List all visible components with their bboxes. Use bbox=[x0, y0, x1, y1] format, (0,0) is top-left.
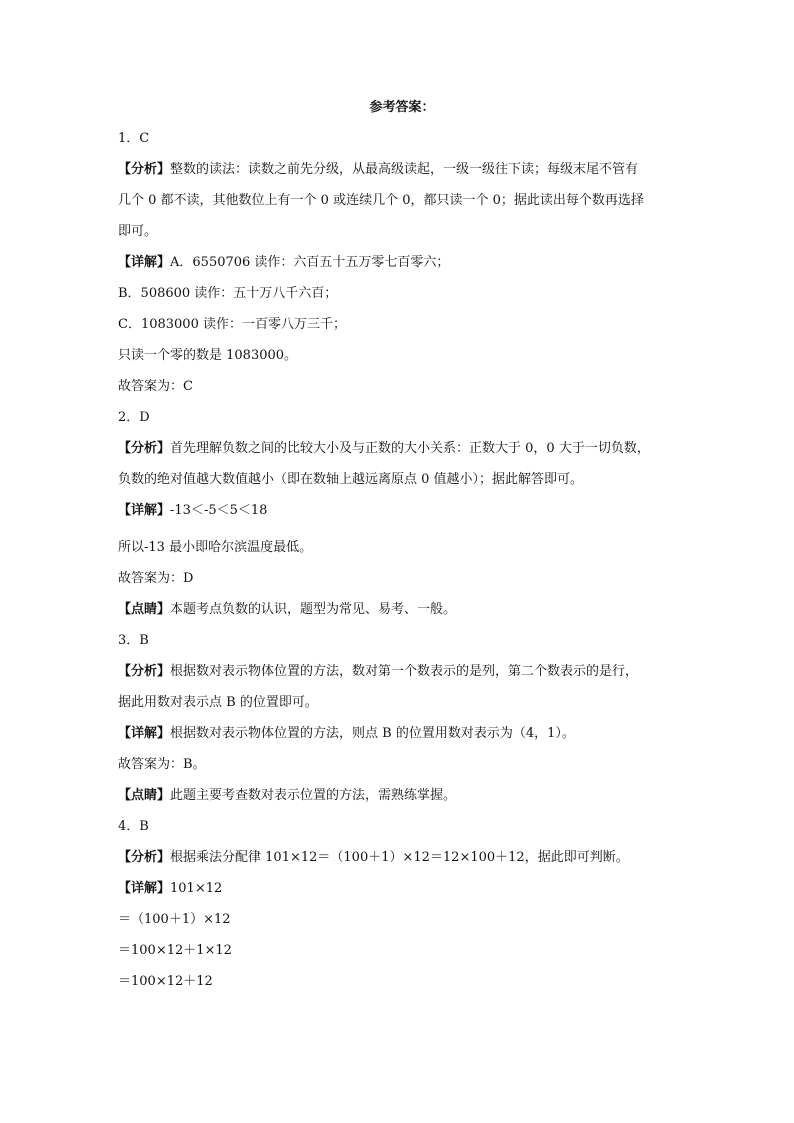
section-tag: 【详解】 bbox=[118, 726, 171, 741]
answer-lines bbox=[118, 123, 686, 997]
answer-line bbox=[118, 563, 686, 594]
answer-line bbox=[118, 687, 686, 718]
answer-line bbox=[118, 935, 686, 966]
line-text: A．6550706 读作：六百五十五万零七百零六； bbox=[170, 255, 450, 270]
section-tag: 【分析】 bbox=[118, 441, 171, 456]
line-text: 整数的读法：读数之前先分级，从最高级读起，一级一级往下读；每级末尾不管有 bbox=[170, 162, 639, 177]
line-text: 只读一个零的数是 1083000。 bbox=[118, 348, 298, 363]
section-tag: 【详解】 bbox=[118, 881, 171, 896]
line-text: 首先理解负数之间的比较大小及与正数的大小关系：正数大于 0，0 大于一切负数， bbox=[170, 441, 650, 456]
answer-line bbox=[118, 873, 686, 904]
section-tag: 【点睛】 bbox=[118, 788, 171, 803]
line-text: 根据数对表示物体位置的方法，则点 B 的位置用数对表示为（4，1）。 bbox=[170, 726, 575, 741]
line-text: 负数的绝对值越大数值越小（即在数轴上越远离原点 0 值越小）；据此解答即可。 bbox=[118, 472, 584, 487]
answer-line bbox=[118, 718, 686, 749]
answer-line bbox=[118, 309, 686, 340]
answer-line bbox=[118, 185, 686, 216]
answer-line bbox=[118, 371, 686, 402]
line-text: 2．D bbox=[118, 410, 150, 425]
section-tag: 【点睛】 bbox=[118, 602, 171, 617]
answer-line bbox=[118, 780, 686, 811]
answer-line bbox=[118, 495, 686, 526]
line-text: -13＜-5＜5＜18 bbox=[170, 503, 268, 518]
answer-line bbox=[118, 811, 686, 842]
answer-line bbox=[118, 216, 686, 247]
answer-line bbox=[118, 842, 686, 873]
line-text: 101×12 bbox=[170, 881, 223, 896]
answer-line bbox=[118, 154, 686, 185]
answer-line bbox=[118, 656, 686, 687]
section-tag: 【详解】 bbox=[118, 255, 171, 270]
answer-document bbox=[118, 92, 686, 997]
line-text: ＝（100＋1）×12 bbox=[118, 912, 231, 927]
page-title: 参考答案： bbox=[369, 100, 435, 115]
section-tag: 【分析】 bbox=[118, 162, 171, 177]
line-text: ＝100×12＋12 bbox=[118, 974, 213, 989]
answer-line bbox=[118, 402, 686, 433]
answer-line bbox=[118, 966, 686, 997]
answer-line bbox=[118, 123, 686, 154]
line-text: 根据数对表示物体位置的方法，数对第一个数表示的是列，第二个数表示的是行， bbox=[170, 664, 639, 679]
line-text: 1．C bbox=[118, 131, 150, 146]
answer-line bbox=[118, 532, 686, 563]
line-text: 几个 0 都不读，其他数位上有一个 0 或连续几个 0，都只读一个 0；据此读出每个数再选择 bbox=[118, 193, 644, 208]
answer-line bbox=[118, 749, 686, 780]
section-tag: 【分析】 bbox=[118, 664, 171, 679]
line-text: B．508600 读作：五十万八千六百； bbox=[118, 286, 338, 301]
line-text: 此题主要考查数对表示位置的方法，需熟练掌握。 bbox=[170, 788, 457, 803]
line-text: 根据乘法分配律 101×12＝（100＋1）×12＝12×100＋12，据此即可判断。 bbox=[170, 850, 629, 865]
answer-line bbox=[118, 340, 686, 371]
line-text: 本题考点负数的认识，题型为常见、易考、一般。 bbox=[170, 602, 457, 617]
answer-line bbox=[118, 625, 686, 656]
line-text: ＝100×12＋1×12 bbox=[118, 943, 232, 958]
answer-line bbox=[118, 433, 686, 464]
answer-line bbox=[118, 464, 686, 495]
answer-line bbox=[118, 278, 686, 309]
section-tag: 【详解】 bbox=[118, 503, 171, 518]
line-text: 故答案为：C bbox=[118, 379, 193, 394]
line-text: 4．B bbox=[118, 819, 149, 834]
line-text: 3．B bbox=[118, 633, 149, 648]
answer-line bbox=[118, 594, 686, 625]
line-text: 即可。 bbox=[118, 224, 158, 239]
line-text: C．1083000 读作：一百零八万三千； bbox=[118, 317, 346, 332]
line-text: 故答案为：D bbox=[118, 571, 194, 586]
line-text: 所以-13 最小即哈尔滨温度最低。 bbox=[118, 540, 313, 555]
answer-line bbox=[118, 904, 686, 935]
line-text: 故答案为：B。 bbox=[118, 757, 206, 772]
answer-line bbox=[118, 247, 686, 278]
section-tag: 【分析】 bbox=[118, 850, 171, 865]
line-text: 据此用数对表示点 B 的位置即可。 bbox=[118, 695, 318, 710]
